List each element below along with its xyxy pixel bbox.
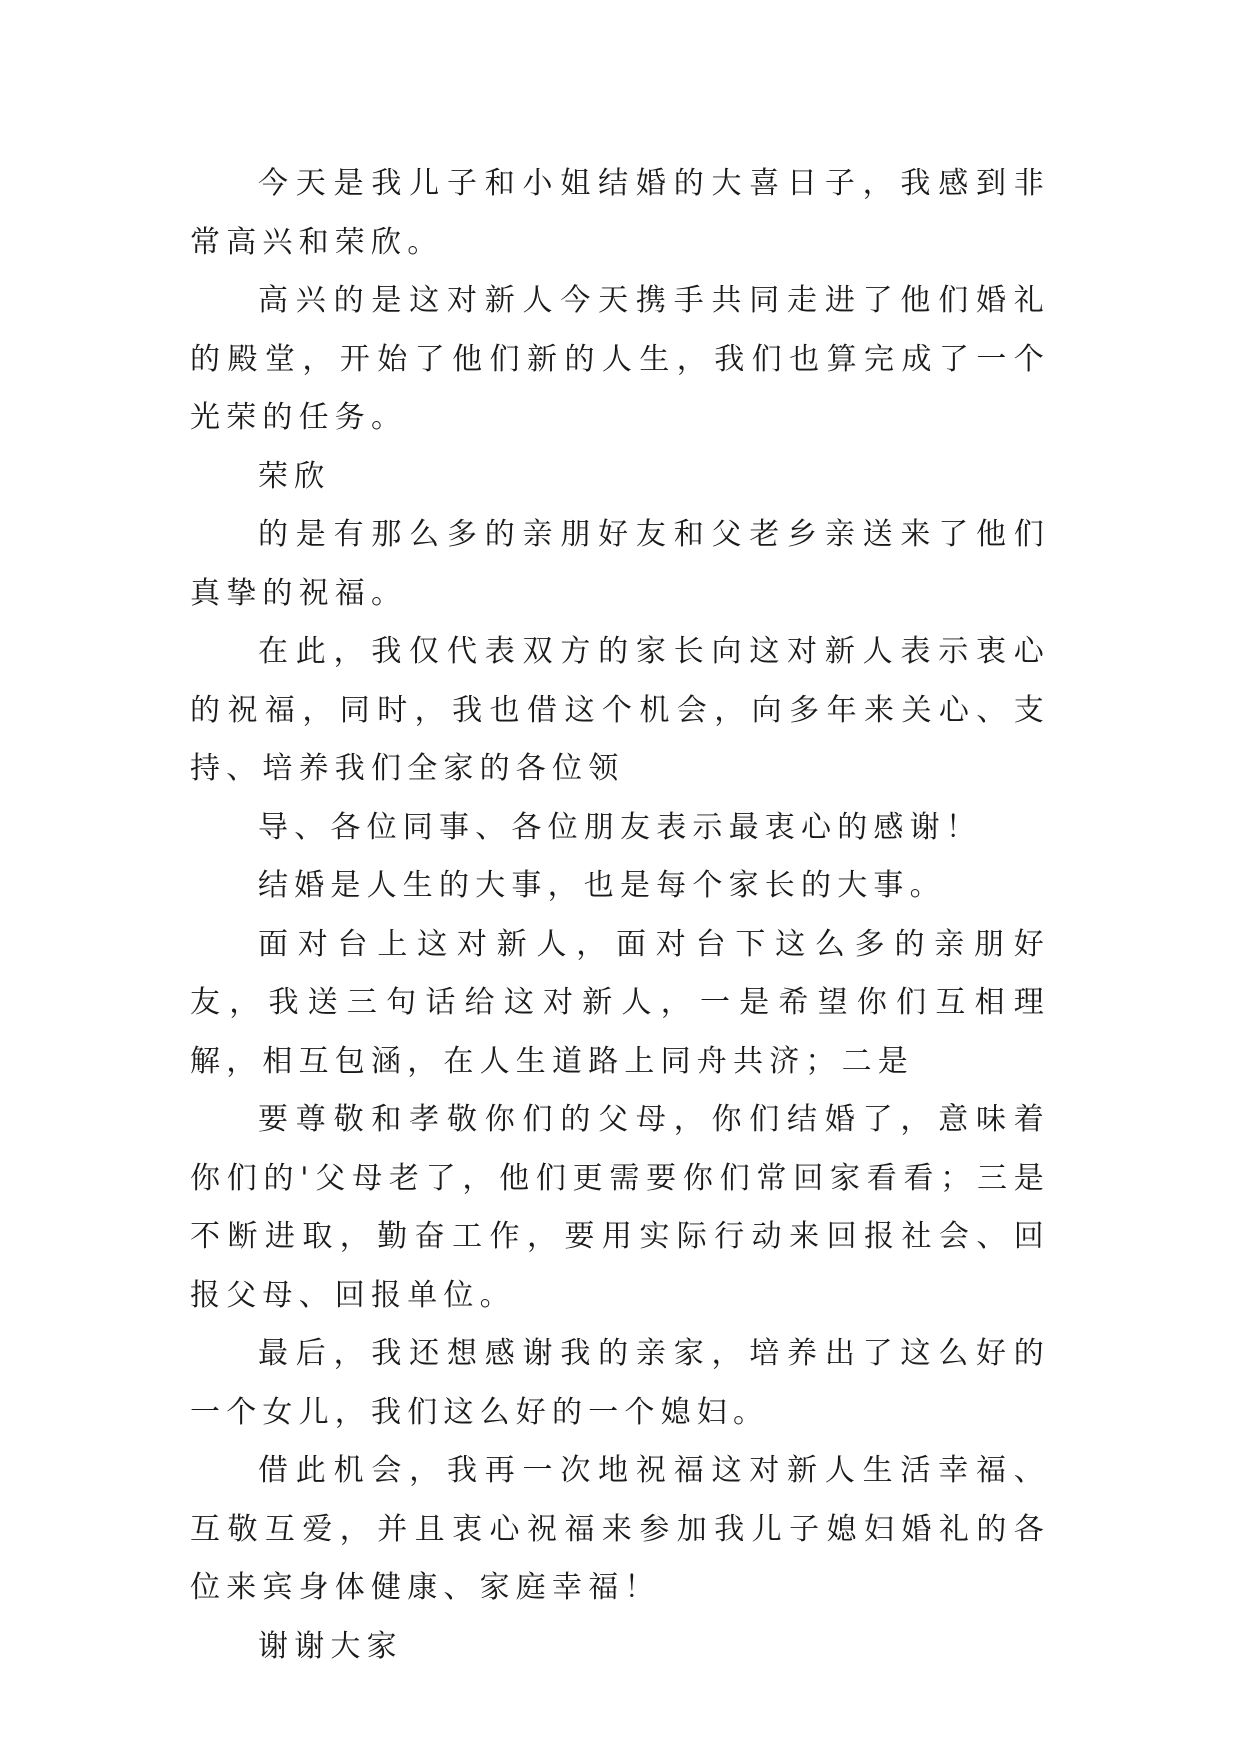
paragraph: 要尊敬和孝敬你们的父母，你们结婚了，意味着你们的'父母老了，他们更需要你们常回家看看；三是不断进取，勤奋工作，要用实际行动来回报社会、回报父母、回报单位。 bbox=[190, 1102, 1050, 1313]
document-body bbox=[190, 155, 1050, 1676]
paragraph: 导、各位同事、各位朋友表示最衷心的感谢！ bbox=[258, 809, 982, 845]
paragraph: 面对台上这对新人，面对台下这么多的亲朋好友，我送三句话给这对新人，一是希望你们互相理解，相互包涵，在人生道路上同舟共济；二是 bbox=[190, 926, 1050, 1079]
paragraph: 在此，我仅代表双方的家长向这对新人表示衷心的祝福，同时，我也借这个机会，向多年来关心、支持、培养我们全家的各位领 bbox=[190, 634, 1050, 786]
paragraph: 最后，我还想感谢我的亲家，培养出了这么好的一个女儿，我们这么好的一个媳妇。 bbox=[190, 1336, 1050, 1430]
paragraph: 荣欣 bbox=[258, 458, 331, 494]
paragraph: 的是有那么多的亲朋好友和父老乡亲送来了他们真挚的祝福。 bbox=[190, 517, 1050, 611]
paragraph: 高兴的是这对新人今天携手共同走进了他们婚礼的殿堂，开始了他们新的人生，我们也算完成了一个光荣的任务。 bbox=[190, 283, 1050, 435]
paragraph: 结婚是人生的大事，也是每个家长的大事。 bbox=[258, 868, 946, 903]
paragraph: 今天是我儿子和小姐结婚的大喜日子，我感到非常高兴和荣欣。 bbox=[190, 166, 1050, 260]
paragraph: 借此机会，我再一次地祝福这对新人生活幸福、互敬互爱，并且衷心祝福来参加我儿子媳妇婚礼的各位来宾身体健康、家庭幸福！ bbox=[190, 1453, 1050, 1605]
paragraph: 谢谢大家 bbox=[258, 1628, 403, 1664]
